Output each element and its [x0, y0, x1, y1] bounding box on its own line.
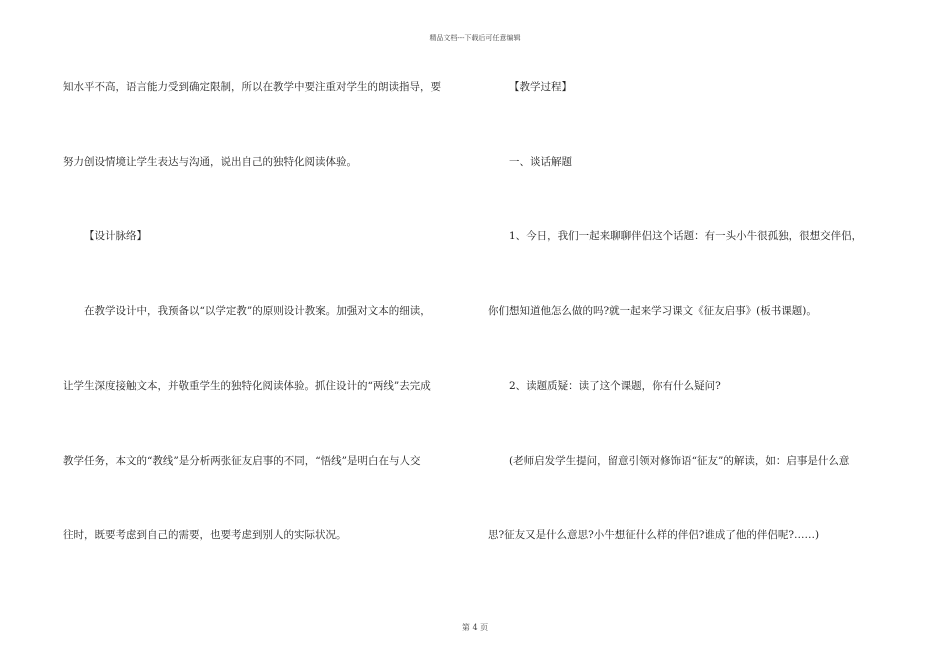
page-number: 第 4 页 — [461, 623, 489, 632]
section-heading-process: 【教学过程】 — [509, 81, 572, 93]
right-text-line: 思?征友又是什么意思?小牛想征什么样的伴侣?谁成了他的伴侣呢?……) — [488, 529, 820, 541]
left-text-line: 教学任务，本文的“教线”是分析两张征友启事的不同，“悟线”是明白在与人交 — [63, 455, 421, 467]
left-text-line: 努力创设情境让学生表达与沟通，说出自己的独特化阅读体验。 — [63, 156, 357, 168]
right-text-line: (老师启发学生提问，留意引领对修饰语“征友”的解读，如：启事是什么意 — [509, 455, 850, 467]
right-text-line: 2、读题质疑：读了这个课题，你有什么疑问? — [509, 380, 721, 392]
left-text-line: 让学生深度接触文本，并敬重学生的独特化阅读体验。抓住设计的“两线”去完成 — [63, 380, 431, 392]
left-text-line: 在教学设计中，我预备以“以学定教”的原则设计教案。加强对文本的细读， — [84, 305, 431, 317]
subsection-heading: 一、谈话解题 — [509, 156, 572, 168]
left-text-line: 知水平不高，语言能力受到确定限制，所以在教学中要注重对学生的朗读指导，要 — [63, 81, 441, 93]
page-header: 精品文档---下载后可任意编辑 — [429, 34, 521, 42]
left-text-line: 往时，既要考虑到自己的需要，也要考虑到别人的实际状况。 — [63, 529, 347, 541]
right-text-line: 1、今日，我们一起来聊聊伴侣这个话题：有一头小牛很孤独，很想交伴侣， — [509, 230, 863, 242]
section-heading-design: 【设计脉络】 — [84, 230, 147, 242]
right-text-line: 你们想知道他怎么做的吗?就一起来学习课文《征友启事》(板书课题)。 — [488, 305, 817, 317]
